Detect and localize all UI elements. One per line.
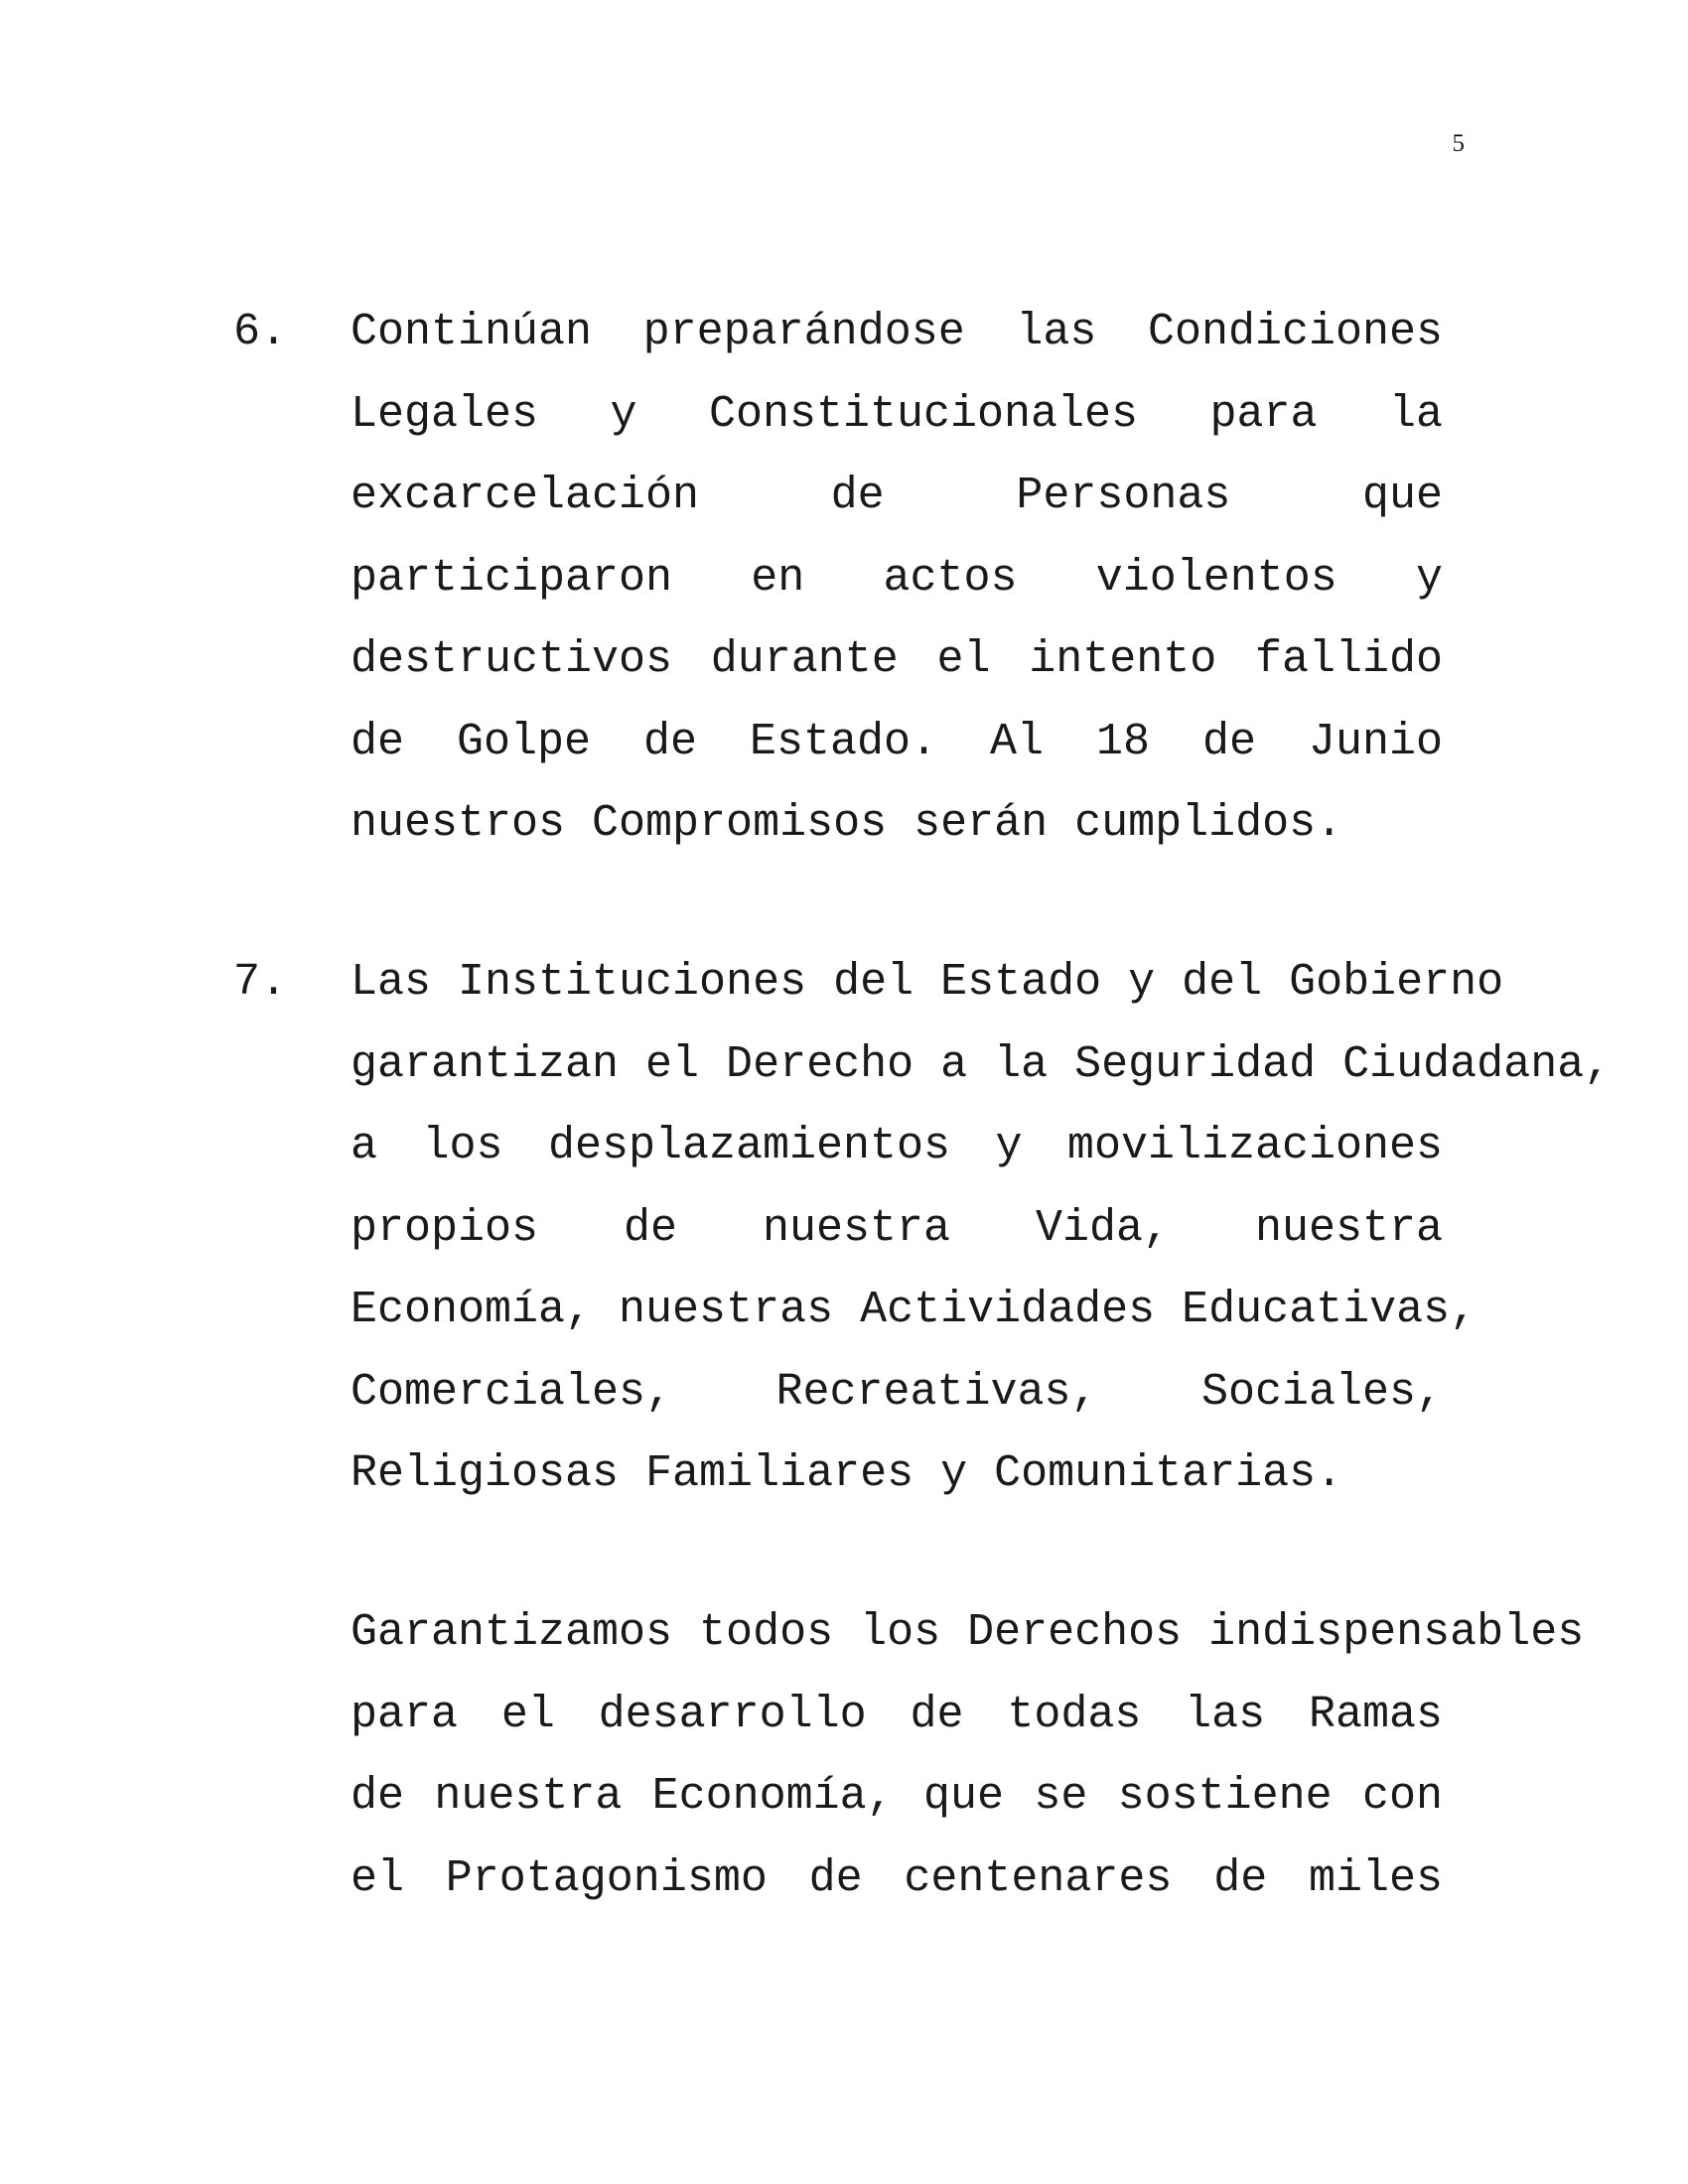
paragraph-line: de Golpe de Estado. Al 18 de Junio bbox=[351, 716, 1443, 767]
paragraph-line: Religiosas Familiares y Comunitarias. bbox=[351, 1448, 1343, 1499]
paragraph-line: Legales y Constitucionales para la bbox=[351, 388, 1443, 440]
item-number: 7. bbox=[233, 957, 288, 1008]
paragraph-line: garantizan el Derecho a la Seguridad Ciudadana, bbox=[351, 1038, 1612, 1090]
page-number: 5 bbox=[1452, 130, 1465, 157]
paragraph-line: a los desplazamientos y movilizaciones bbox=[351, 1121, 1443, 1171]
paragraph-line: Las Instituciones del Estado y del Gobierno bbox=[351, 957, 1504, 1008]
paragraph-line: destructivos durante el intento fallido bbox=[351, 634, 1443, 685]
item-number: 6. bbox=[233, 307, 288, 357]
paragraph-line: de nuestra Economía, que se sostiene con bbox=[351, 1771, 1443, 1822]
paragraph-line: el Protagonismo de centenares de miles bbox=[351, 1852, 1443, 1904]
paragraph-line: Continúan preparándose las Condiciones bbox=[351, 307, 1443, 357]
paragraph-line: propios de nuestra Vida, nuestra bbox=[351, 1202, 1443, 1254]
paragraph-line: Economía, nuestras Actividades Educativas, bbox=[351, 1285, 1477, 1335]
paragraph-line: Garantizamos todos los Derechos indispensables bbox=[351, 1607, 1585, 1658]
paragraph-line: nuestros Compromisos serán cumplidos. bbox=[351, 798, 1343, 849]
paragraph-line: participaron en actos violentos y bbox=[351, 552, 1443, 604]
paragraph-line: excarcelación de Personas que bbox=[351, 471, 1443, 521]
paragraph-line: para el desarrollo de todas las Ramas bbox=[351, 1689, 1443, 1740]
paragraph-line: Comerciales, Recreativas, Sociales, bbox=[351, 1366, 1443, 1418]
